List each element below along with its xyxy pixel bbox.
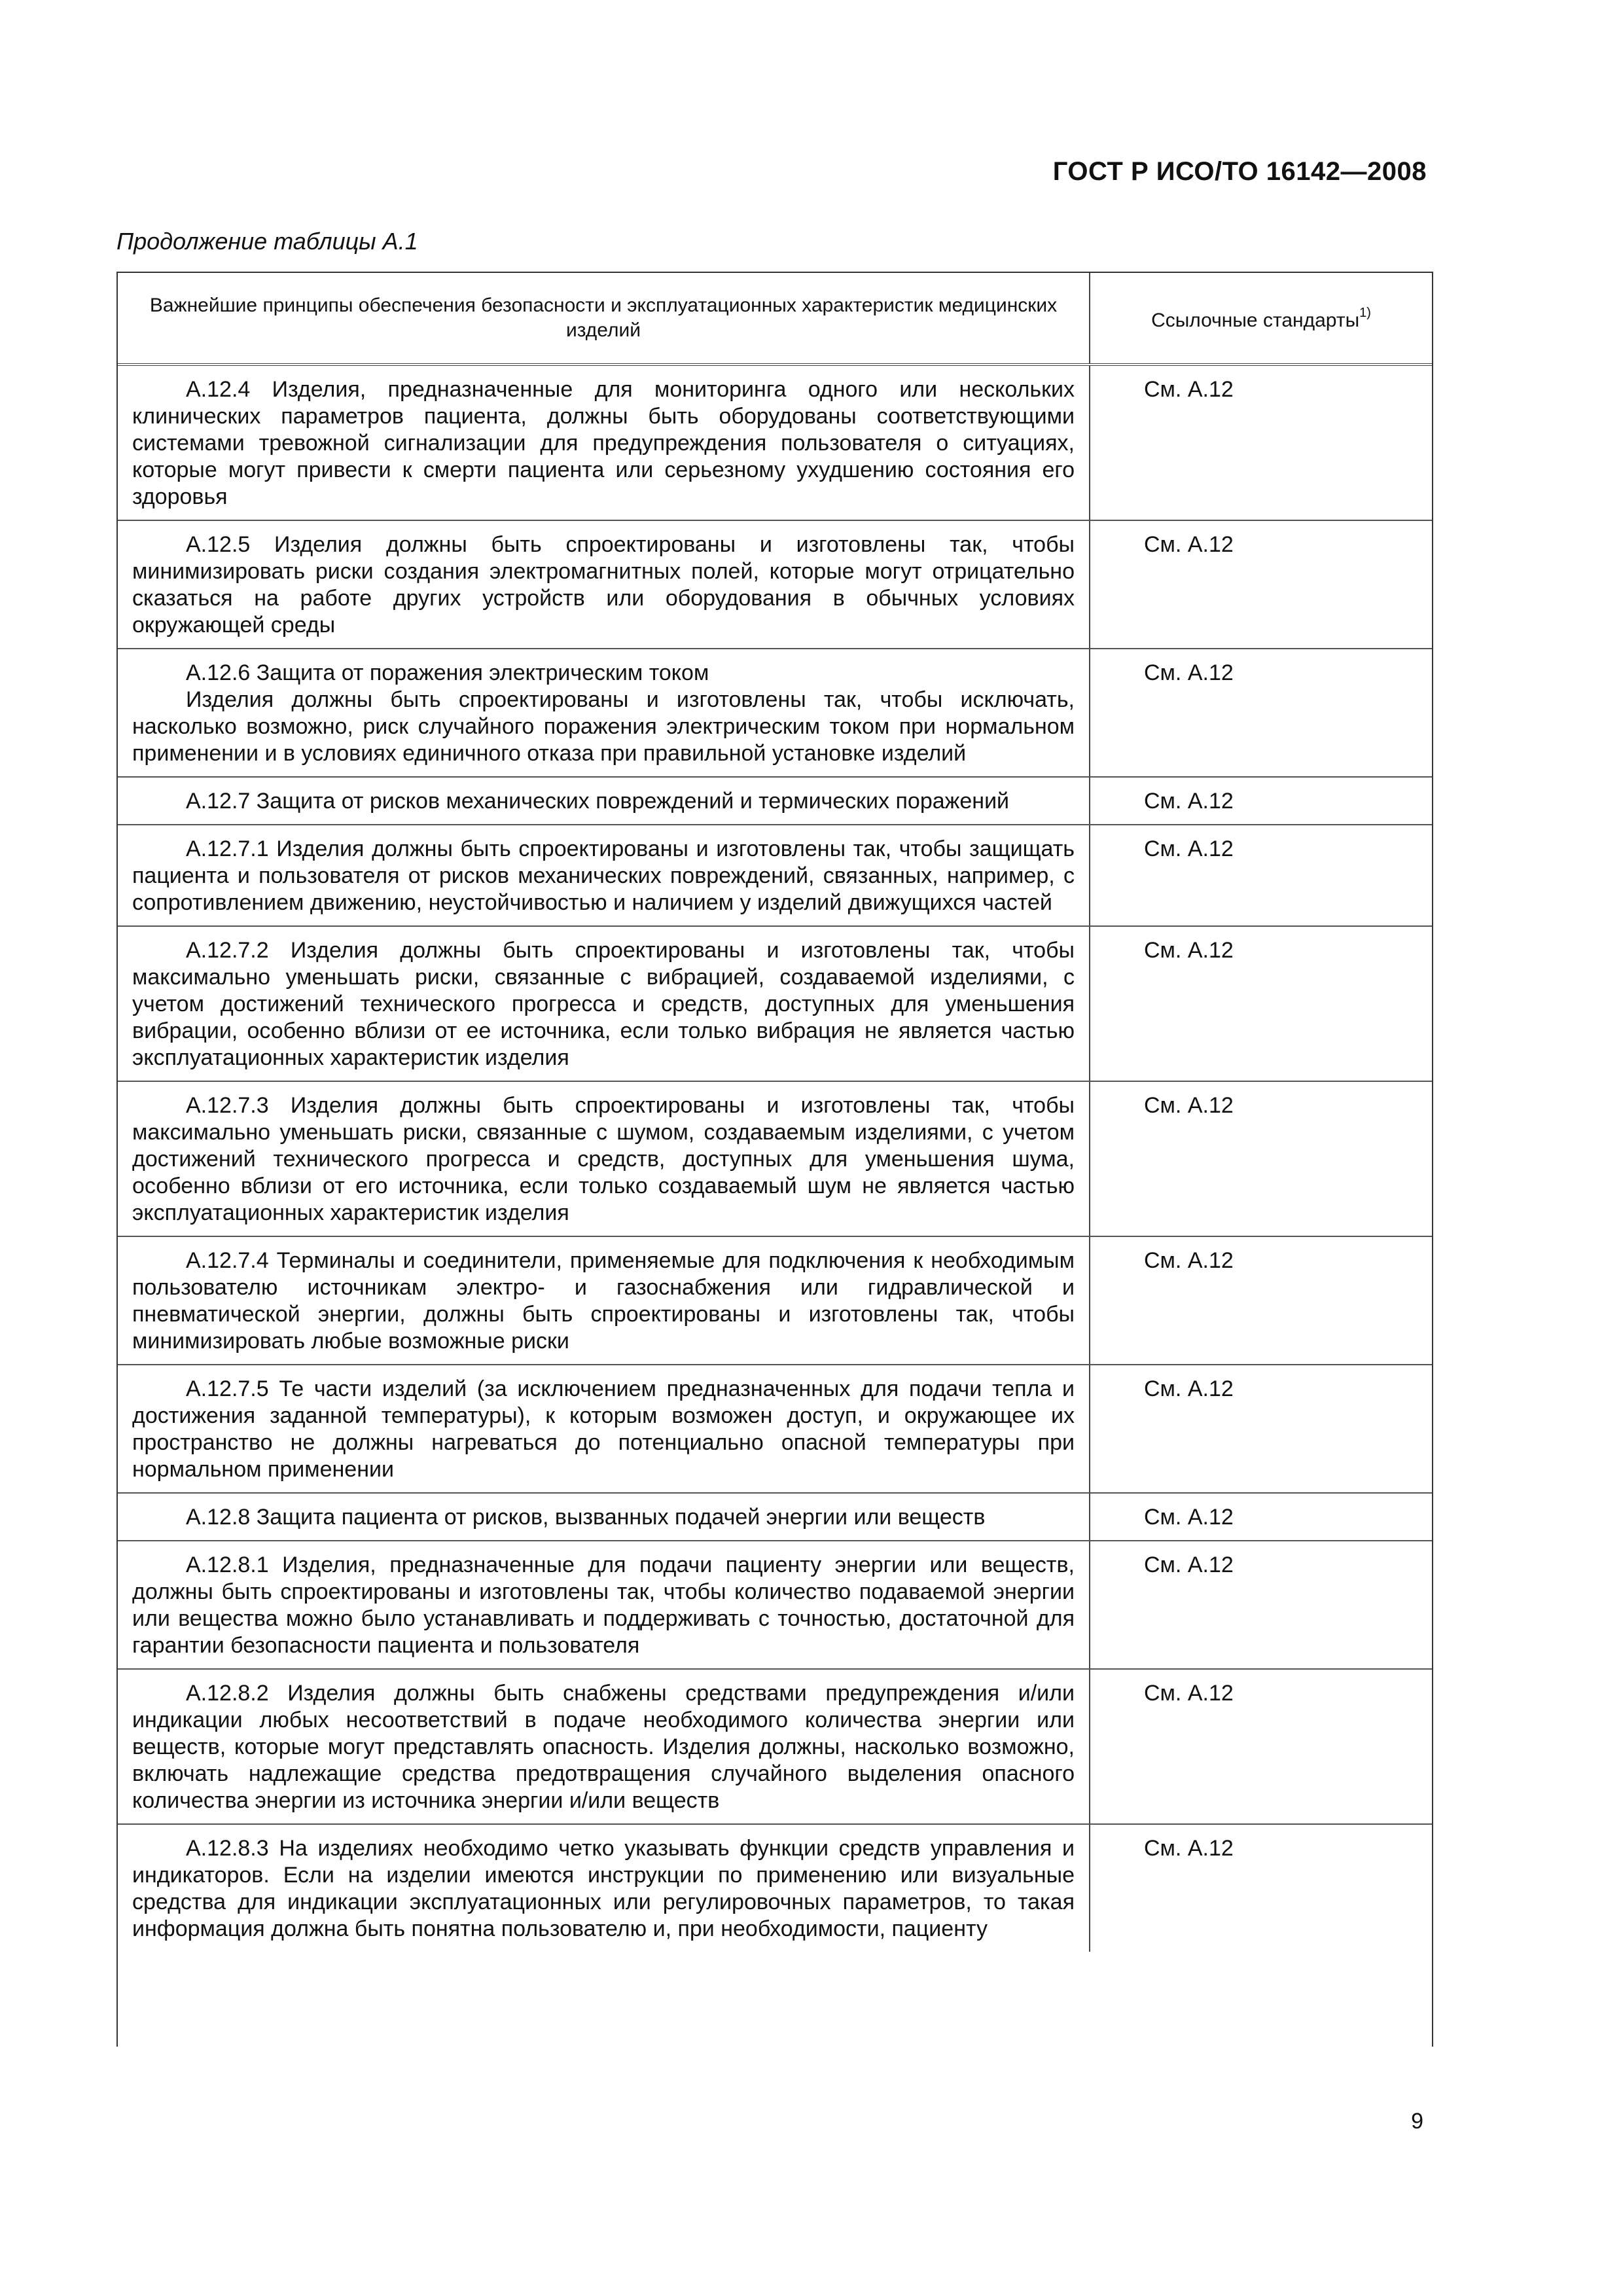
row-description — [118, 365, 1090, 520]
row-text: А.12.8.1 Изделия, предназначенные для подачи пациенту энергии или веществ, должны быть спроектированы и изготовлены так, чтобы количество подаваемой энергии или вещества можно было устанавливать и поддерживать с точностью, достаточной для гарантии безопасности пациента и пользователя — [132, 1552, 1075, 1658]
row-reference: См. А.12 — [1090, 777, 1432, 825]
table-row — [118, 520, 1432, 649]
row-text: А.12.5 Изделия должны быть спроектированы и изготовлены так, чтобы минимизировать риски создания электромагнитных полей, которые могут отрицательно сказаться на работе других устройств или оборудования в обычных условиях окружающей среды — [132, 532, 1075, 637]
row-description — [118, 825, 1090, 926]
table-row — [118, 1081, 1432, 1236]
row-text: А.12.7 Защита от рисков механических повреждений и термических поражений — [186, 789, 1010, 814]
table-header-row — [118, 273, 1432, 365]
row-text: А.12.8 Защита пациента от рисков, вызванных подачей энергии или веществ — [186, 1505, 986, 1530]
header-references — [1090, 273, 1432, 365]
row-reference: См. А.12 — [1090, 1365, 1432, 1493]
row-reference: См. А.12 — [1090, 825, 1432, 926]
row-text: А.12.7.5 Те части изделий (за исключением предназначенных для подачи тепла и достижения заданной температуры), к которым возможен доступ, и окружающее их пространство не должны нагреваться до потенциально опасной температуры при нормальном применении — [132, 1376, 1075, 1482]
table-caption: Продолжение таблицы А.1 — [116, 228, 418, 255]
row-reference: См. А.12 — [1090, 1493, 1432, 1541]
row-description — [118, 1669, 1090, 1824]
row-text: А.12.7.2 Изделия должны быть спроектированы и изготовлены так, чтобы максимально уменьшать риски, связанные с вибрацией, создаваемой изделиями, с учетом достижений технического прогресса и средств, доступных для уменьшения вибрации, особенно вблизи от ее источника, если только вибрация не является частью эксплуатационных характеристик изделия — [132, 938, 1075, 1070]
row-text-continued: Изделия должны быть спроектированы и изготовлены так, чтобы исключать, насколько возможно, риск случайного поражения электрическим током при нормальном применении и в условиях единичного отказа при правильной установке изделий — [132, 687, 1075, 766]
document-standard-code: ГОСТ Р ИСО/ТО 16142—2008 — [1052, 157, 1427, 186]
row-reference: См. А.12 — [1090, 1081, 1432, 1236]
row-reference: См. А.12 — [1090, 365, 1432, 520]
row-text: А.12.4 Изделия, предназначенные для мониторинга одного или нескольких клинических параметров пациента, должны быть оборудованы соответствующими системами тревожной сигнализации для предупреждения пользователя о ситуациях, которые могут привести к смерти пациента или серьезному ухудшению состояния его здоровья — [132, 377, 1075, 509]
table-row — [118, 365, 1432, 520]
principles-table-grid — [118, 273, 1432, 1952]
table-row — [118, 777, 1432, 825]
row-text: А.12.8.3 На изделиях необходимо четко указывать функции средств управления и индикаторов. Если на изделии имеются инструкции по применению или визуальные средства для индикации эксплуатационных или регулировочных параметров, то такая информация должна быть понятна пользователю и, при необходимости, пациенту — [132, 1836, 1075, 1941]
row-reference: См. А.12 — [1090, 649, 1432, 777]
table-row — [118, 649, 1432, 777]
row-reference: См. А.12 — [1090, 520, 1432, 649]
row-description — [118, 1824, 1090, 1952]
row-reference: См. А.12 — [1090, 1236, 1432, 1365]
table-row — [118, 1669, 1432, 1824]
table-row — [118, 1541, 1432, 1669]
row-description — [118, 1365, 1090, 1493]
row-description — [118, 926, 1090, 1081]
page-number: 9 — [1411, 2109, 1423, 2134]
row-text: А.12.7.3 Изделия должны быть спроектированы и изготовлены так, чтобы максимально уменьшать риски, связанные с шумом, создаваемым изделиями, с учетом достижений технического прогресса и средств, доступных для уменьшения шума, особенно вблизи от его источника, если только создаваемый шум не является частью эксплуатационных характеристик изделия — [132, 1093, 1075, 1225]
row-description — [118, 649, 1090, 777]
table-row — [118, 926, 1432, 1081]
row-text: А.12.7.1 Изделия должны быть спроектированы и изготовлены так, чтобы защищать пациента и пользователя от рисков механических повреждений, связанных, например, с сопротивлением движению, неустойчивостью и наличием у изделий движущихся частей — [132, 836, 1075, 915]
table-row — [118, 1824, 1432, 1952]
row-reference: См. А.12 — [1090, 926, 1432, 1081]
row-reference: См. А.12 — [1144, 1836, 1234, 1861]
table-row — [118, 1365, 1432, 1493]
row-text: А.12.8.2 Изделия должны быть снабжены средствами предупреждения и/или индикации любых несоответствий в подаче необходимого количества энергии или веществ, которые могут представлять опасность. Изделия должны, насколько возможно, включать надлежащие средства предотвращения случайного выделения опасного количества энергии из источника энергии и/или веществ — [132, 1681, 1075, 1813]
principles-table — [116, 272, 1433, 2047]
table-row — [118, 1493, 1432, 1541]
row-description — [118, 1541, 1090, 1669]
table-row — [118, 825, 1432, 926]
row-description — [118, 520, 1090, 649]
header-references-footnote: 1) — [1359, 306, 1371, 320]
table-row — [118, 1236, 1432, 1365]
row-text: А.12.6 Защита от поражения электрическим током — [186, 660, 709, 685]
row-reference: См. А.12 — [1090, 1541, 1432, 1669]
row-description — [118, 1236, 1090, 1365]
row-description — [118, 1081, 1090, 1236]
row-reference: См. А.12 — [1090, 1669, 1432, 1824]
row-text: А.12.7.4 Терминалы и соединители, применяемые для подключения к необходимым пользователю источникам электро- и газоснабжения или гидравлической и пневматической энергии, должны быть спроектированы и изготовлены так, чтобы минимизировать любые возможные риски — [132, 1248, 1075, 1354]
header-references-label: Ссылочные стандарты — [1151, 310, 1360, 331]
header-principles: Важнейшие принципы обеспечения безопасности и эксплуатационных характеристик медицинских изделий — [118, 273, 1090, 365]
row-description — [118, 777, 1090, 825]
row-description — [118, 1493, 1090, 1541]
